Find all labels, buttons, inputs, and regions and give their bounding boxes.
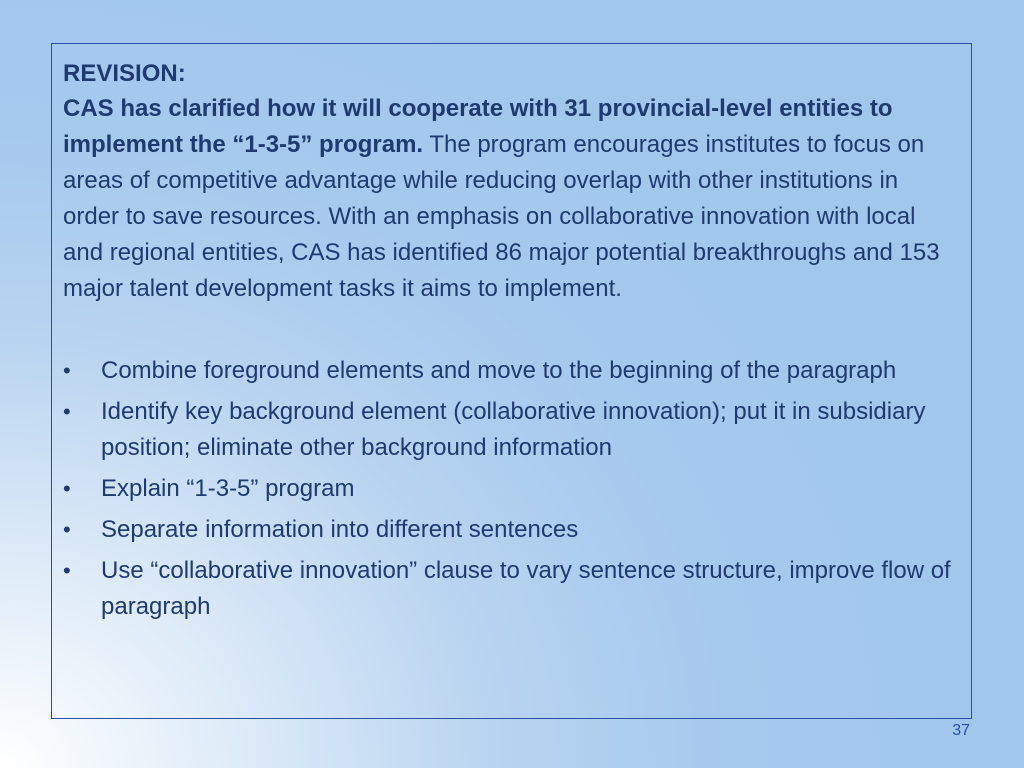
bullet-dot-icon: • bbox=[63, 358, 71, 383]
bullet-text: Separate information into different sentences bbox=[101, 516, 579, 543]
bullet-text: Combine foreground elements and move to the beginning of the paragraph bbox=[101, 357, 897, 384]
bullet-dot-icon: • bbox=[63, 476, 71, 501]
bullet-item bbox=[63, 553, 960, 625]
bullet-item bbox=[63, 394, 960, 466]
bullet-dot-icon: • bbox=[63, 558, 71, 583]
bullet-text: Explain “1-3-5” program bbox=[101, 475, 355, 502]
revision-paragraph bbox=[63, 91, 960, 307]
bullet-text: Identify key background element (collaborative innovation); put it in subsidiary position; eliminate other background information bbox=[101, 398, 926, 461]
paragraph-body: The program encourages institutes to focus on areas of competitive advantage while reducing overlap with other institutions in order to save resources. With an emphasis on collaborative innovation with local and regional entities, CAS has identified 86 major potential breakthroughs and 153 major talent development tasks it aims to implement. bbox=[63, 131, 940, 302]
spacer bbox=[63, 307, 960, 353]
page-number: 37 bbox=[952, 722, 970, 739]
bullet-item bbox=[63, 512, 960, 548]
bullet-dot-icon: • bbox=[63, 517, 71, 542]
bullet-item bbox=[63, 353, 960, 389]
bullet-dot-icon: • bbox=[63, 399, 71, 424]
revision-heading: REVISION: bbox=[63, 60, 186, 87]
bullet-text: Use “collaborative innovation” clause to vary sentence structure, improve flow of paragraph bbox=[101, 557, 951, 620]
paragraph-lead-sentence: CAS has clarified how it will cooperate with 31 provincial-level entities to implement the “1-3-5” program. bbox=[63, 95, 893, 158]
slide-content-box bbox=[51, 43, 972, 719]
bullet-item bbox=[63, 471, 960, 507]
bullet-list bbox=[63, 353, 960, 625]
